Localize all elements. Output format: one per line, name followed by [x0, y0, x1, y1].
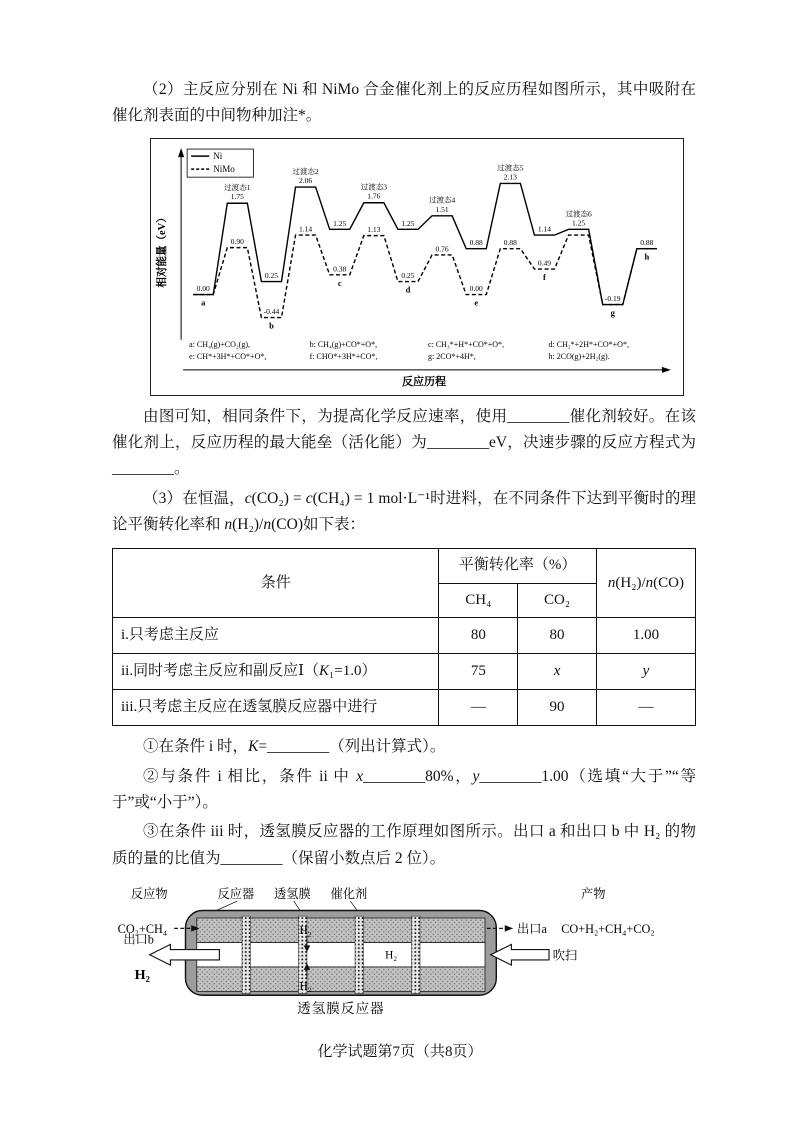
species-note: c: CH₃*+H*+CO*+O*,: [428, 339, 505, 349]
ts-name-label: 过渡态1: [224, 182, 251, 192]
text-segment: (CO)如下表：: [271, 516, 365, 534]
energy-value-label: 1.14: [299, 224, 313, 234]
col-condition: 条件: [113, 549, 439, 618]
col-ch4: CH₄: [439, 583, 518, 618]
ni-curve: [193, 183, 657, 304]
cell-value: 80: [439, 618, 518, 654]
nimo-curve: [193, 235, 657, 317]
exam-page-content: [112, 0, 696, 1018]
text-segment: =________（列出计算式）。: [258, 738, 446, 756]
col-ratio: n(H₂)/n(CO): [596, 549, 695, 618]
state-letter-label: e: [474, 297, 479, 308]
text-segment: ③在条件 iii 时，透氢膜反应器的工作原理如图所示。出口 a 和出口 b 中 H₂ 的物质的量的比值为________（保留小数点后 2 位）。: [112, 823, 696, 867]
species-note: h: 2CO(g)+2H₂(g).: [548, 351, 610, 361]
energy-value-label: -0.19: [604, 293, 621, 303]
cell-condition: iii.只考虑主反应在透氢膜反应器中进行: [113, 690, 439, 726]
table-row: [113, 654, 696, 690]
text-segment: (CH₄) = 1 mol·L⁻¹时进料，在不同条件下达到平衡时的理论平衡转化率和: [112, 489, 696, 534]
membrane-reactor-diagram: [112, 886, 696, 1018]
cell-value: 90: [518, 690, 597, 726]
text-segment: ________1.00（选填“大于”“等于”或“小于”）。: [112, 767, 697, 812]
energy-diagram-figure: [150, 138, 684, 396]
energy-value-label: 1.25: [333, 218, 347, 228]
legend-nimo-label: NiMo: [213, 163, 235, 174]
energy-value-label: 1.13: [367, 224, 381, 234]
ts-name-label: 过渡态3: [360, 182, 387, 192]
col-conversion: 平衡转化率（%）: [439, 549, 596, 584]
ts-value-label: 1.76: [367, 191, 381, 201]
table-row: [113, 690, 696, 726]
energy-value-label: 0.88: [503, 237, 517, 247]
species-note: a: CH₄(g)+CO₂(g),: [189, 339, 251, 349]
state-letter-label: g: [610, 307, 615, 318]
outlet-a-arrow-head: [505, 925, 513, 932]
text-segment: x: [356, 767, 364, 785]
text-segment: ①在条件 i 时，: [143, 738, 249, 756]
x-axis-arrow: [662, 367, 671, 373]
label-reactants: 反应物: [130, 887, 168, 902]
energy-value-label: 0.00: [196, 283, 210, 293]
h2-mid-label: H₂: [385, 949, 398, 962]
cell-value: x: [518, 654, 597, 690]
state-letter-label: b: [269, 320, 274, 331]
species-note: g: 2CO*+4H*,: [428, 351, 476, 361]
sweep-arrow: [491, 945, 549, 966]
energy-profile-chart: [151, 139, 683, 395]
energy-value-label: 0.38: [333, 263, 347, 273]
membrane-bar-dots: [355, 916, 363, 993]
reactor-caption: 透氢膜反应器: [297, 1001, 385, 1017]
state-letter-label: f: [543, 271, 546, 282]
h2-bottom-label: H₂: [299, 980, 312, 993]
species-note: b: CH₄(g)+CO*+O*,: [309, 339, 378, 349]
ts-value-label: 2.13: [503, 172, 517, 182]
page-footer: 化学试题第7页（共8页）: [317, 1043, 483, 1060]
q3-sub3: [112, 819, 696, 872]
col-co2: CO₂: [518, 583, 597, 618]
reactor-figure: [112, 886, 696, 1018]
text-segment: (CO₂) =: [251, 489, 306, 507]
species-note: f: CHO*+3H*+CO*,: [309, 351, 378, 361]
species-note: e: CH*+3H*+CO*+O*,: [189, 351, 267, 361]
outlet-a-label: 出口a: [517, 922, 547, 937]
table-row: [113, 618, 696, 654]
legend-ni-label: Ni: [213, 150, 223, 161]
cell-value: —: [596, 690, 695, 726]
ts-value-label: 2.06: [299, 175, 313, 185]
cell-condition: i.只考虑主反应: [113, 618, 439, 654]
ts-name-label: 过渡态6: [565, 208, 592, 218]
cell-value: y: [596, 654, 695, 690]
text-segment: n: [224, 516, 233, 534]
q3-sub1: [112, 734, 696, 760]
membrane-bar-dots: [242, 916, 250, 993]
ts-name-label: 过渡态4: [428, 195, 456, 205]
ts-name-label: 过渡态2: [292, 166, 319, 176]
feed-label: CO₂+CH₄: [117, 922, 168, 937]
text-segment: ________80%，: [363, 767, 473, 785]
y-axis-label: 相对能量（eV）: [157, 211, 169, 288]
ts-name-label: 过渡态5: [497, 163, 524, 173]
text-segment: y: [472, 767, 480, 785]
energy-value-label: 0.00: [469, 283, 483, 293]
q2-questions: 由图可知，相同条件下，为提高化学反应速率，使用________催化剂较好。在该催化剂上，反应历程的最大能垒（活化能）为________eV，决速步骤的反应方程式为________。: [112, 407, 696, 478]
cell-value: 1.00: [596, 618, 695, 654]
catalyst-speckle-top: [197, 918, 485, 942]
ts-value-label: 1.51: [435, 204, 449, 214]
energy-value-label: 1.25: [401, 218, 415, 228]
energy-value-label: 0.90: [230, 236, 244, 246]
text-segment: ②与条件 i 相比，条件 ii 中: [143, 767, 357, 785]
label-membrane: 透氢膜: [274, 887, 311, 902]
q3-intro: [112, 486, 696, 539]
q2-intro: （2）主反应分别在 Ni 和 NiMo 合金催化剂上的反应历程如图所示，其中吸附在催化剂表面的中间物种加注*。: [112, 81, 696, 125]
label-vessel: 反应器: [217, 887, 255, 902]
energy-value-label: 0.88: [640, 237, 654, 247]
text-segment: c: [244, 489, 252, 507]
text-segment: (H₂)/: [232, 516, 264, 534]
y-axis-arrow: [178, 148, 184, 157]
membrane-bar-dots: [412, 916, 420, 993]
state-letter-label: h: [644, 251, 650, 262]
equilibrium-table: [112, 548, 696, 726]
q3-sub2: [112, 764, 696, 817]
energy-value-label: 0.49: [537, 258, 552, 268]
energy-value-label: -0.44: [263, 306, 280, 316]
energy-value-label: 1.14: [537, 224, 552, 234]
state-letter-label: c: [337, 277, 342, 288]
x-axis-label: 反应历程: [401, 375, 447, 388]
text-segment: （3）在恒温，: [143, 489, 245, 507]
h2-top-label: H₂: [299, 925, 312, 938]
label-catalyst: 催化剂: [330, 887, 368, 902]
cell-value: 80: [518, 618, 597, 654]
state-letter-label: a: [201, 297, 206, 308]
energy-value-label: 0.76: [435, 244, 449, 254]
state-letter-label: d: [405, 284, 411, 295]
product-stream-label: CO+H₂+CH₄+CO₂: [561, 922, 655, 937]
energy-value-label: 0.25: [264, 270, 279, 280]
sweep-label: 吹扫: [552, 948, 578, 963]
species-note: d: CH₂*+2H*+CO*+O*,: [548, 339, 629, 349]
energy-value-label: 0.25: [401, 270, 415, 280]
cell-value: —: [439, 690, 518, 726]
catalyst-speckle-bottom: [197, 967, 485, 991]
ts-value-label: 1.25: [572, 218, 586, 228]
text-segment: K: [248, 738, 259, 756]
cell-value: 75: [439, 654, 518, 690]
permeate-channel: [197, 943, 485, 967]
cell-condition: ii.同时考虑主反应和副反应Ⅰ（K₁=1.0）: [113, 654, 439, 690]
text-segment: n: [263, 516, 272, 534]
text-segment: c: [305, 489, 313, 507]
outlet-b-h2-label: H₂: [134, 967, 150, 984]
ts-value-label: 1.75: [230, 191, 244, 201]
outlet-b-label: 出口b: [123, 932, 154, 947]
label-products: 产物: [581, 887, 606, 902]
energy-value-label: 0.88: [469, 237, 483, 247]
